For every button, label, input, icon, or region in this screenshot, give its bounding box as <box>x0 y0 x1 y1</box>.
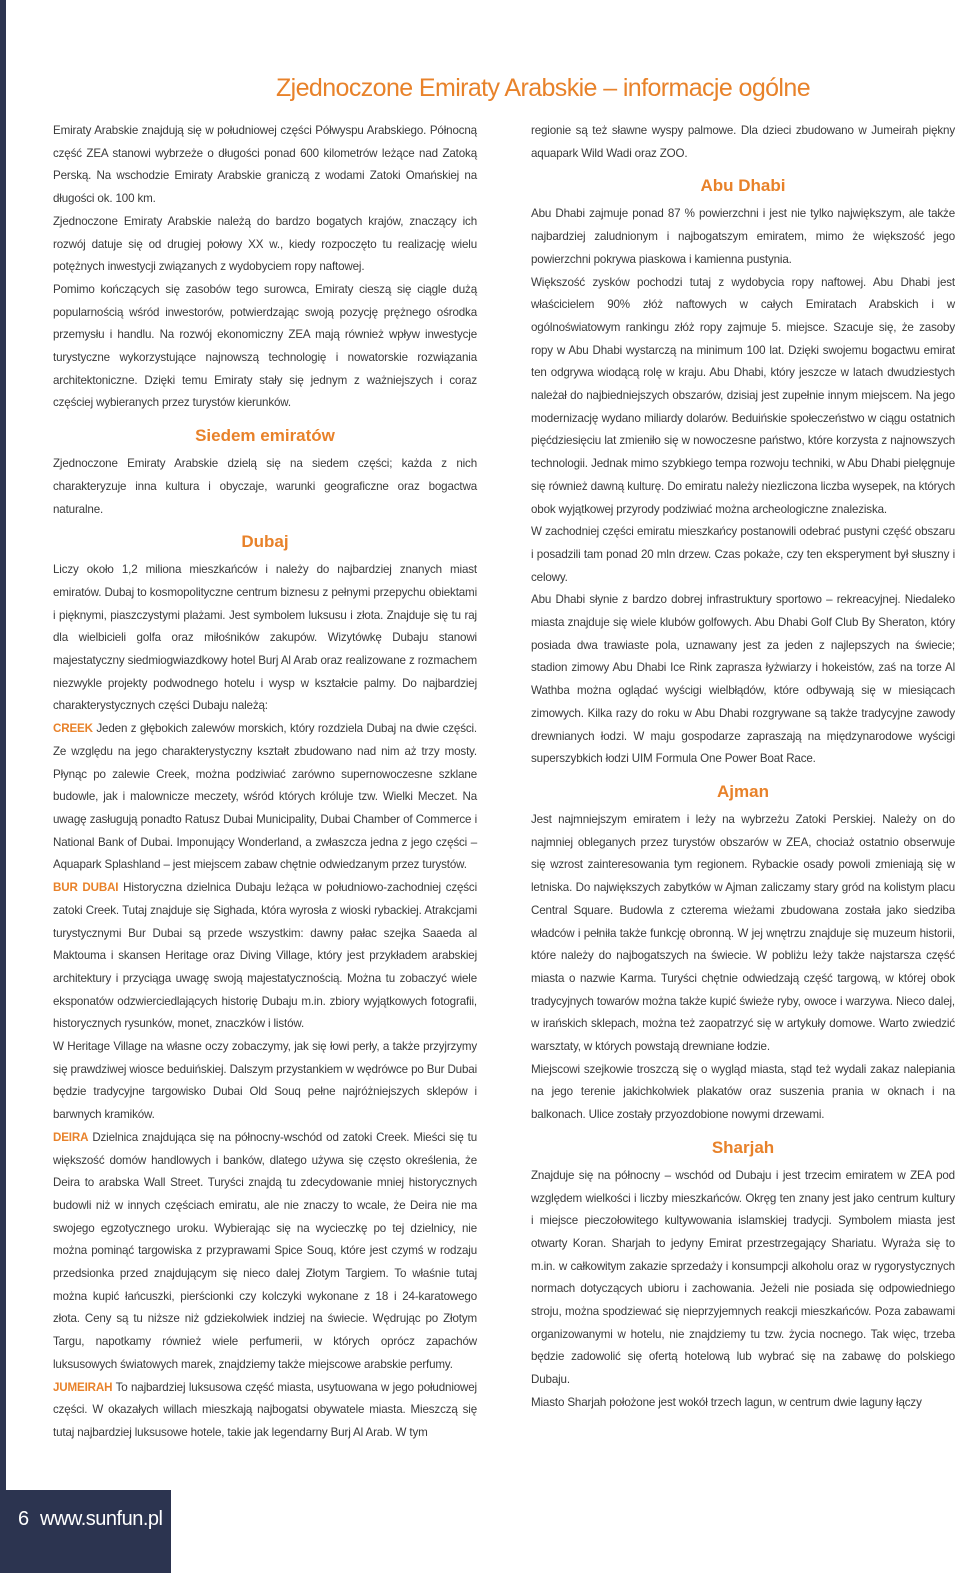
intro-paragraph-1: Emiraty Arabskie znajdują się w południowej części Półwyspu Arabskiego. Północną część ZEA stanowi wybrzeże o długości ponad 600 kilometrów leżące nad Zatoką Perską. Na wschodzie Emiraty Arabskie graniczą z wodami Zatoki Omańskiej na długości ok. 100 km. <box>53 124 477 206</box>
dubai-heading: Dubaj <box>241 532 289 552</box>
sharjah-paragraph-1: Znajduje się na północny – wschód od Dubaju i jest trzecim emiratem w ZEA pod względem wielkości i liczby mieszkańców. Okręg ten znany jest jako centrum kultury i miejsce pieczołowitego kultywowania islamskiej tradycji. Symbolem miasta jest otwarty Koran. Sharjah to jedyny Emirat przestrzegający Shariatu. Wyraża się to m.in. w całkowitym zakazie sprzedaży i konsumpcji alkoholu oraz w rygorystycznych normach dotyczących ubioru i zachowania. Jeżeli nie posiada się odpowiedniego stroju, można spodziewać się nieprzyjemnych reakcji mieszkańców. Poza zabawami organizowanymi w hotelu, nie znajdziemy tu tzw. życia nocnego. Tak więc, trzeba będzie zadowolić się ofertą hotelową lub wybrać się na zabawę do polskiego Dubaju. <box>531 1168 955 1387</box>
sharjah-heading: Sharjah <box>711 1137 775 1157</box>
bur-dubai-text: Historyczna dzielnica Dubaju leżąca w południowo-zachodniej części zatoki Creek. Tutaj znajduje się Sighada, która wyrosła z wioski rybackiej. Atrakcjami turystycznymi Bur Dubai są przede wszystkim: dawny pałac szejka Saaeda al Maktouma i skansen Heritage oraz Diving Village, który jest przykładem arabskiej architektury i przyciąga uwagę swoją majestatycznością. Można tu zobaczyć wiele eksponatów odzwierciedlających historię Dubaju m.in. zbiory wyjątkowych fotografii, historycznych rysunków, monet, znaczków i listów. <box>53 881 477 1031</box>
abu-dhabi-paragraph-4: Abu Dhabi słynie z bardzo dobrej infrastruktury sportowo – rekreacyjnej. Niedaleko miasta znajduje się wiele klubów golfowych. Abu Dhabi Golf Club By Sheraton, który posiada dwa trawiaste pola, uznawany jest za jeden z najlepszych na świecie; stadion zimowy Abu Dhabi Ice Rink zaprasza łyżwiarzy i hokeistów, zaś na torze Al Wathba można oglądać wyścigi wielbłądów, które odbywają się w miesiącach zimowych. Kilka razy do roku w Abu Dhabi rozgrywane są także tradycyjne zawody drewnianych łodzi. W maju gospodarze zapraszają na międzynarodowe wyścigi superszybkich łodzi UIM Formula One Power Boat Race. <box>531 593 955 766</box>
left-column <box>53 120 477 1445</box>
sharjah-paragraph-2: Miasto Sharjah położone jest wokół trzech lagun, w centrum dwie laguny łączy <box>531 1395 922 1409</box>
right-column <box>531 120 955 1415</box>
deira-paragraph <box>53 1127 477 1377</box>
intro-paragraph-2: Zjednoczone Emiraty Arabskie należą do bardzo bogatych krajów, znaczący ich rozwój datuje się od drugiej połowy XX w., kiedy rozpoczęto tu realizację wielu potężnych inwestycji związanych z wydobyciem ropy naftowej. <box>53 214 477 274</box>
jumeirah-paragraph <box>53 1377 477 1445</box>
bur-dubai-label: BUR DUBAI <box>53 881 119 895</box>
seven-emirates-heading: Siedem emiratów <box>195 426 335 446</box>
jumeirah-text: To najbardziej luksusowa część miasta, usytuowana w jego południowej części. W okazałych willach mieszkają najbogatsi obywatele miasta. Mieszczą się tutaj najbardziej luksusowe hotele, takie jak legendarny Burj Al Arab. W tym <box>53 1380 477 1439</box>
creek-paragraph <box>53 718 477 877</box>
page-title: Zjednoczone Emiraty Arabskie – informacje ogólne <box>276 74 810 102</box>
jumeirah-label: JUMEIRAH <box>53 1380 113 1394</box>
ajman-paragraph-2: Miejscowi szejkowie troszczą się o wygląd miasta, stąd też wydali zakaz nalepiania na jego terenie jakichkolwiek plakatów oraz suszenia prania w oknach i na balkonach. Ulice zostały przyozdobione nowymi drzewami. <box>531 1062 955 1122</box>
abu-dhabi-paragraph-3: W zachodniej części emiratu mieszkańcy postanowili odebrać pustyni część obszaru i posadzili tam ponad 20 mln drzew. Czas pokaże, czy ten eksperyment był słuszny i celowy. <box>531 525 955 584</box>
creek-text: Jeden z głębokich zalewów morskich, który rozdziela Dubaj na dwie części. Ze względu na jego charakterystyczny kształt zbudowano nad nim aż trzy mosty. Płynąc po zalewie Creek, można podziwiać zarówno supernowoczesne szklane budowle, jak i malownicze meczety, wśród których króluje tzw. Wielki Meczet. Na uwagę zasługują ponadto Ratusz Dubai Municipality, Dubai Chamber of Commerce i National Bank of Dubai. Imponujący Wonderland, a zwłaszcza jedna z jego części – Aquapark Splashland – jest miejscem zabaw chętnie odwiedzanym przez turystów. <box>53 722 477 872</box>
ajman-heading: Ajman <box>717 781 769 801</box>
page-number: 6 <box>18 1508 30 1530</box>
abu-dhabi-paragraph-1: Abu Dhabi zajmuje ponad 87 % powierzchni i jest nie tylko największym, ale także najbardziej zaludnionym i najbogatszym emiratem, mimo że większość jego powierzchni pokrywa piaskowa i kamienna pustynia. <box>531 207 955 266</box>
dubai-intro: Liczy około 1,2 miliona mieszkańców i należy do najbardziej znanych miast emiratów. Dubaj to kosmopolityczne centrum biznesu z pełnymi przepychu obiektami i pięknymi, piaszczystymi plażami. Jest symbolem luksusu i złota. Znajduje się tu raj dla wielbicieli golfa oraz miłośników zakupów. Wizytówkę Dubaju stanowi majestatyczny siedmiogwiazdkowy hotel Burj Al Arab oraz realizowane z rozmachem niezwykle projekty podwodnego hotelu i wysp w kształcie palmy. Do najbardziej charakterystycznych części Dubaju należą: <box>53 563 477 713</box>
deira-text: Dzielnica znajdująca się na północny-wschód od zatoki Creek. Mieści się tu większość domów handlowych i banków, dlatego używa się często określenia, że Deira to arabska Wall Street. Turyści znajdą tu zdecydowanie mniej historycznych budowli niż w innych częściach emiratu, ale nie znaczy to wcale, że Deira nie ma swojego egzotycznego uroku. Wybierając się na wycieczkę po tej dzielnicy, nie można pominąć targowiska z przyprawami Spice Souq, które jest czymś w rodzaju przedsionka przed znajdującym się nieco dalej Złotym Targiem. To właśnie tutaj można kupić łańcuszki, pierścionki czy kolczyki wykonane z 18 i 24-karatowego złota. Ceny są tu niższe niż gdziekolwiek indziej na świecie. Wędrując po Złotym Targu, napotkamy również wiele perfumerii, w których oprócz zapachów luksusowych światowych marek, znajdziemy także miejscowe arabskie perfumy. <box>53 1130 477 1371</box>
abu-dhabi-heading: Abu Dhabi <box>700 176 786 196</box>
left-edge-bar <box>0 0 6 1573</box>
creek-label: CREEK <box>53 722 93 736</box>
seven-emirates-text: Zjednoczone Emiraty Arabskie dzielą się na siedem części; każda z nich charakteryzuje inna kultura i obyczaje, warunki geograficzne oraz bogactwa naturalne. <box>53 457 477 516</box>
intro-paragraph-3: Pomimo kończących się zasobów tego surowca, Emiraty cieszą się ciągle dużą popularnością wśród inwestorów, potwierdzając swoją pozycję prężnego ośrodka przemysłu i handlu. Na rozwój ekonomiczny ZEA mają również wpływ inwestycje turystyczne wykorzystujące najnowszą technologię i nowatorskie rozwiązania architektoniczne. Dzięki temu Emiraty stały się jednym z ważniejszych i coraz częściej wybieranych przez turystów kierunków. <box>53 282 477 410</box>
website-link[interactable]: www.sunfun.pl <box>40 1508 163 1530</box>
bur-dubai-paragraph <box>53 877 477 1036</box>
abu-dhabi-paragraph-2: Większość zysków pochodzi tutaj z wydobycia ropy naftowej. Abu Dhabi jest właścicielem 90% złóż naftowych w całych Emiratach Arabskich i w ogólnoświatowym rankingu złóż ropy zajmuje 5. miejsce. Szacuje się, że zasoby ropy w Abu Dhabi wystarczą na minimum 100 lat. Dzięki swojemu bogactwu emirat ten odgrywa wiodącą rolę w kraju. Abu Dhabi, który jeszcze w latach dwudziestych należał do najbiedniejszych obszarów, dzisiaj jest zupełnie innym miejscem. Na jego modernizację wydano miliardy dolarów. Beduińskie społeczeństwo w ciągu ostatnich pięćdziesięciu lat zmieniło się w nowoczesne państwo, które korzysta z najnowszych technologii. Jednak mimo szybkiego tempa rozwoju techniki, w Abu Dhabi pielęgnuje się również dawną kulturę. Do emiratu należy niezliczona liczba wysepek, na których obok wyjątkowej przyrody podziwiać można archeologiczne znaleziska. <box>531 275 955 516</box>
jumeirah-continuation: regionie są też sławne wyspy palmowe. Dla dzieci zbudowano w Jumeirah piękny aquapark Wild Wadi oraz ZOO. <box>531 124 955 160</box>
deira-label: DEIRA <box>53 1130 89 1144</box>
footer-box <box>6 1490 171 1573</box>
ajman-paragraph-1: Jest najmniejszym emiratem i leży na wybrzeżu Zatoki Perskiej. Należy on do najmniej obleganych przez turystów obszarów w ZEA, chociaż ostatnio obserwuje się wzrost zainteresowania tym regionem. Rybackie osady powoli zmieniają się w letniska. Do największych zabytków w Ajman zaliczamy stary gród na kolistym placu Central Square. Budowla z czterema wieżami zbudowana została jako siedziba władców i pełniła także funkcję obronną. W jej wnętrzu znajduje się muzeum historii, które należy do najbogatszych na świecie. W pobliżu leży także najstarsza część miasta o nazwie Karma. Turyści chętnie odwiedzają część targową, w której obok tradycyjnych towarów można także kupić świeże ryby, owoce i warzywa. Nieco dalej, w irańskich sklepach, można też zaopatrzyć się w artykuły domowe. Warto zwiedzić warsztaty, w których powstają drewniane łodzie. <box>531 812 955 1054</box>
heritage-paragraph: W Heritage Village na własne oczy zobaczymy, jak się łowi perły, a także przyjrzymy się prawdziwej wiosce beduińskiej. Dalszym przystankiem w wędrówce po Bur Dubai będzie tradycyjne targowisko Dubai Old Souq pełne najróżniejszych sklepów i barwnych kramików. <box>53 1040 477 1122</box>
